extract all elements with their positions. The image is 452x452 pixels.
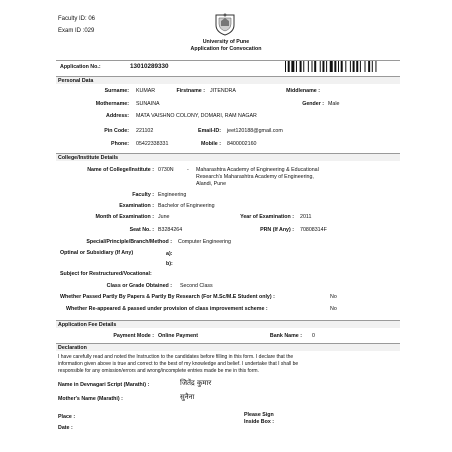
mothername-value: SUNAINA	[136, 101, 160, 107]
restructured-label: Subject for Restructured/Vocational:	[60, 271, 152, 277]
surname-label: Surname:	[104, 88, 129, 94]
mother-name-marathi-value: सुनैना	[180, 393, 195, 401]
prn-value: 70808314F	[300, 227, 327, 233]
phone-value: 05422338331	[136, 141, 169, 147]
prn-label: PRN (If Any) :	[260, 227, 294, 233]
date-label: Date :	[58, 425, 73, 431]
application-no: 13010289330	[130, 63, 169, 70]
examination-label: Examination :	[119, 203, 154, 209]
declaration-line-1: I have carefully read and noted the Instruction to the candidates before filling in this form. I declare that the	[58, 354, 294, 360]
college-dash: -	[187, 167, 189, 173]
address-label: Address:	[106, 113, 129, 119]
gender-value: Male	[328, 101, 340, 107]
month-label: Month of Examination :	[95, 214, 154, 220]
college-name-line-1: Maharashtra Academy of Engineering & Educational	[196, 167, 319, 173]
firstname-label: Firstname :	[176, 88, 205, 94]
seat-value: B3284264	[158, 227, 183, 233]
optional-subject-label: Optinal or Subsidiary (If Any)	[60, 250, 134, 256]
email-value: jeet120188@gmail.com	[227, 128, 283, 134]
class-value: Second Class	[180, 283, 213, 289]
bank-name-label: Bank Name :	[269, 333, 302, 339]
section-personal-data: Personal Data	[56, 76, 400, 84]
payment-mode-label: Payment Mode :	[113, 333, 154, 339]
mobile-label: Mobile :	[200, 141, 221, 147]
section-college-details: College/Institute Details	[56, 153, 400, 161]
sign-box-label: Inside Box :	[244, 419, 275, 425]
faculty-value: Engineering	[158, 192, 187, 198]
section-declaration: Declaration	[56, 343, 400, 351]
college-name-line-3: Alandi, Pune	[196, 181, 227, 187]
section-fee-details: Application Fee Details	[56, 320, 400, 328]
gender-label: Gender :	[302, 101, 324, 107]
mobile-value: 8400002160	[227, 141, 257, 147]
branch-label: Special/Principle/Branch/Method :	[86, 239, 172, 245]
university-name: University of Pune	[202, 39, 250, 45]
pincode-label: Pin Code:	[104, 128, 129, 134]
year-label: Year of Examination :	[240, 214, 294, 220]
passed-partly-value: No	[330, 294, 337, 300]
optional-b-label: b):	[166, 261, 173, 267]
faculty-label: Faculty :	[132, 192, 154, 198]
declaration-line-3: responsible for any omission/errors and wrong/incomplete entries made be me in this form.	[58, 368, 259, 374]
bank-name-value: 0	[312, 333, 315, 339]
payment-mode-value: Online Payment	[158, 333, 199, 339]
college-code: 0730N	[158, 167, 174, 173]
branch-value: Computer Engineering	[178, 239, 231, 245]
examination-value: Bachelor of Engineering	[158, 203, 215, 209]
phone-label: Phone:	[111, 141, 129, 147]
place-label: Place :	[58, 414, 76, 420]
mothername-label: Mothername:	[95, 101, 129, 107]
pincode-value: 221102	[136, 128, 154, 134]
faculty-id: Faculty ID: 06	[58, 16, 96, 22]
college-name-label: Name of College/Institute :	[87, 167, 154, 173]
devnagari-name-value: जितेंद्र कुमार	[180, 379, 212, 387]
reappeared-value: No	[330, 306, 337, 312]
surname-value: KUMAR	[136, 88, 156, 94]
mother-name-marathi-label: Mother's Name (Marathi) :	[58, 396, 123, 402]
reappeared-label: Whether Re-appeared & passed under provision of class improvement scheme :	[66, 306, 268, 312]
passed-partly-label: Whether Passed Partly By Papers & Partly By Research (For M.Sc/M.E Student only) :	[60, 294, 275, 300]
exam-id: Exam ID :029	[58, 28, 95, 34]
middlename-label: Middlename :	[286, 88, 320, 94]
barcode-image	[285, 61, 399, 72]
address-value: MATA VAISHNO COLONY, DOMARI, RAM NAGAR	[136, 113, 257, 119]
declaration-line-2: information given above is true and correct to the best of my knowledge and belief. I undertake that I shall be	[58, 361, 299, 367]
class-label: Class or Grade Obtained :	[106, 283, 172, 289]
application-no-label: Application No.:	[60, 64, 101, 70]
seat-label: Seat No. :	[129, 227, 154, 233]
college-name-line-2: Research's Maharashtra Academy of Engineering,	[196, 174, 314, 180]
year-value: 2011	[300, 214, 312, 220]
devnagari-name-label: Name in Devnagari Script (Marathi) :	[58, 382, 150, 388]
optional-a-label: a):	[166, 251, 173, 257]
form-title: Application for Convocation	[190, 46, 262, 52]
email-label: Email-ID:	[198, 128, 221, 134]
month-value: June	[158, 214, 170, 220]
university-seal-icon	[214, 12, 236, 36]
please-sign-label: Please Sign	[244, 412, 274, 418]
firstname-value: JITENDRA	[210, 88, 236, 94]
